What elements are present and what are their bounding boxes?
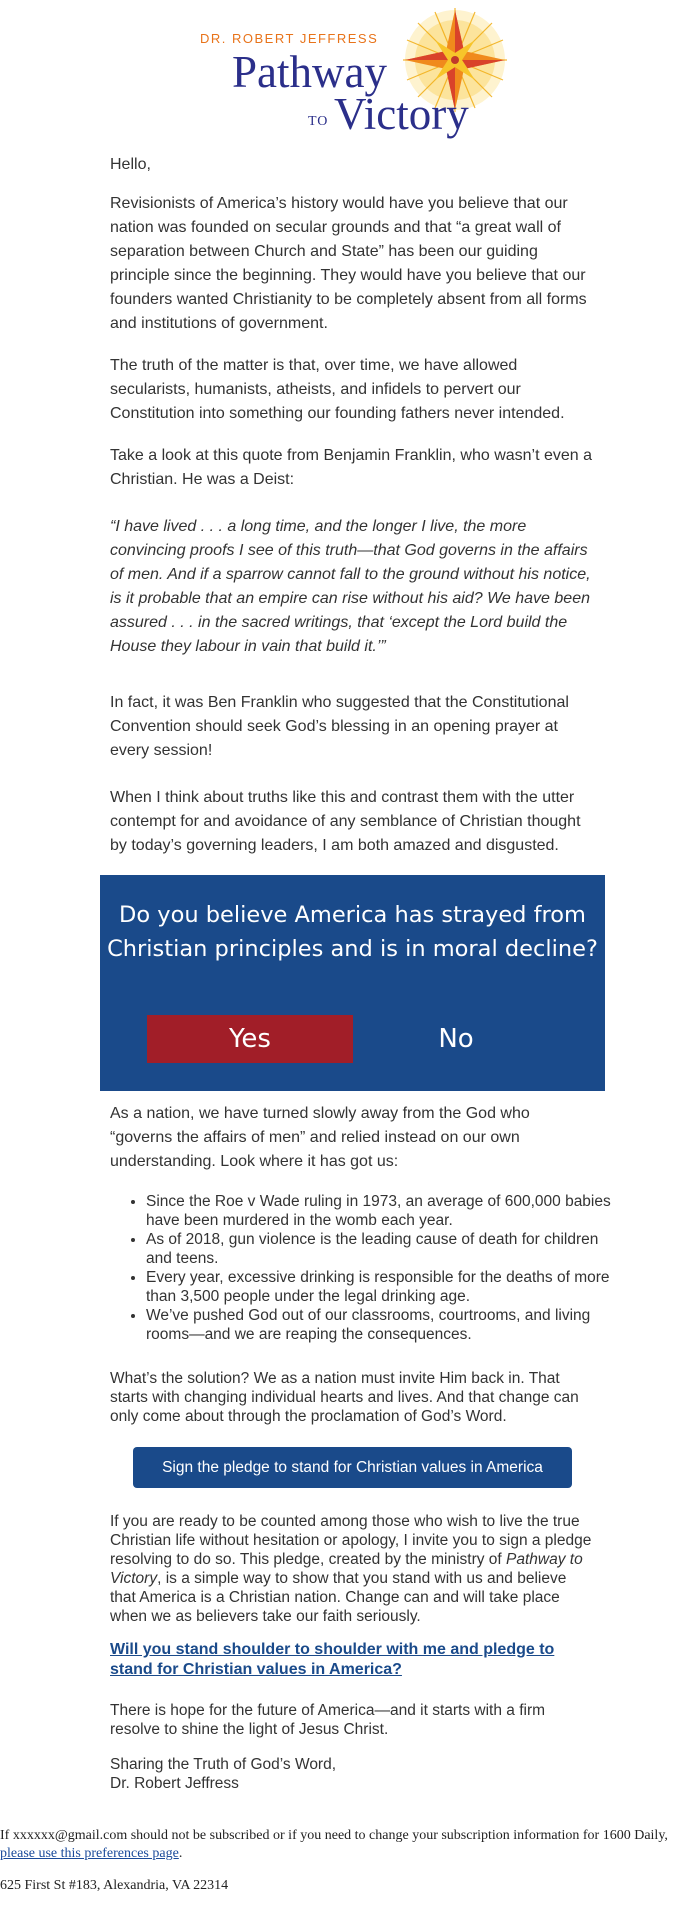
pathway-to-victory-logo	[200, 4, 510, 144]
sign-off	[110, 1755, 594, 1793]
signature: Dr. Robert Jeffress	[110, 1775, 239, 1792]
ministry-name: Pathway to Victory	[110, 1551, 583, 1587]
invite-text-start: If you are ready to be counted among those who wish to live the true Christian life without hesitation or apology, I invite you to sign a pledge resolving to do so. This pledge, created by the ministry of	[110, 1513, 592, 1568]
poll-yes-button[interactable]: Yes	[147, 1015, 353, 1063]
logo-word-victory: Victory	[334, 89, 469, 139]
poll-no-button[interactable]: No	[438, 1024, 474, 1054]
sign-pledge-button[interactable]: Sign the pledge to stand for Christian values in America	[133, 1447, 572, 1488]
paragraph-contempt	[110, 786, 594, 858]
logo-word-to: TO	[308, 114, 329, 129]
pledge-link[interactable]: Will you stand shoulder to shoulder with me and pledge to stand for Christian values in America?	[110, 1641, 555, 1678]
list-item: • Every year, excessive drinking is responsible for the deaths of more than 3,500 people under the legal drinking age.	[146, 1268, 616, 1306]
list-item: • We’ve pushed God out of our classrooms, courtrooms, and living rooms—and we are reaping the consequences.	[146, 1306, 616, 1344]
franklin-quote	[110, 515, 594, 659]
paragraph-franklin-intro	[110, 444, 594, 492]
logo-tagline: DR. ROBERT JEFFRESS	[200, 31, 379, 46]
paragraph-text: As a nation, we have turned slowly away from the God who “governs the affairs of men” and relied instead on our own understanding. Look where it has got us:	[110, 1105, 530, 1170]
unsubscribe-text: If xxxxxx@gmail.com should not be subscribed or if you need to change your subscription information for 1600 Daily,	[0, 1828, 668, 1843]
paragraph-text: Revisionists of America’s history would have you believe that our nation was founded on secular grounds and that “a great wall of separation between Church and State” has been our guiding principle since the beginning. They would have you believe that our founders wanted Christianity to be completely absent from all forms and institutions of government.	[110, 195, 587, 332]
poll-panel	[100, 875, 605, 1091]
paragraph-text	[110, 1512, 594, 1626]
paragraph-hope	[110, 1701, 594, 1739]
paragraph-invite	[110, 1512, 594, 1626]
mailing-address: 625 First St #183, Alexandria, VA 22314	[0, 1878, 229, 1893]
paragraph-revisionists	[110, 192, 594, 336]
paragraph-text: When I think about truths like this and contrast them with the utter contempt for and avoidance of any semblance of Christian thought by today’s governing leaders, I am both amazed and disgusted.	[110, 789, 581, 854]
paragraph-truth	[110, 354, 594, 426]
paragraph-text: There is hope for the future of America—and it starts with a firm resolve to shine the light of Jesus Christ.	[110, 1702, 546, 1738]
paragraph-convention	[110, 691, 594, 763]
paragraph-text: Take a look at this quote from Benjamin Franklin, who wasn’t even a Christian. He was a Deist:	[110, 447, 593, 488]
paragraph-solution	[110, 1369, 594, 1426]
paragraph-text: What’s the solution? We as a nation must invite Him back in. That starts with changing individual hearts and lives. And that change can only come about through the proclamation of God’s Word.	[110, 1370, 579, 1425]
closing-line: Sharing the Truth of God’s Word,	[110, 1756, 337, 1773]
paragraph-text: The truth of the matter is that, over time, we have allowed secularists, humanists, atheists, and infidels to pervert our Constitution into something our founding fathers never intended.	[110, 357, 565, 422]
letter-greeting-block	[110, 153, 594, 177]
logo-word-pathway: Pathway	[232, 47, 387, 97]
footer-address	[0, 1877, 700, 1895]
footer-unsubscribe	[0, 1827, 700, 1863]
poll-question: Do you believe America has strayed from Christian principles and is in moral decline?	[107, 902, 598, 962]
invite-text-end: , is a simple way to show that you stand with us and believe that America is a Christian nation. Change can and will take place when we as believers take our faith seriously.	[110, 1570, 567, 1625]
consequences-list	[128, 1192, 616, 1344]
list-item: • As of 2018, gun violence is the leading cause of death for children and teens.	[146, 1230, 616, 1268]
paragraph-turned-away	[110, 1102, 594, 1174]
quote-text: “I have lived . . . a long time, and the longer I live, the more convincing proofs I see of this truth—that God governs in the affairs of men. And if a sparrow cannot fall to the ground without his notice, is it probable that an empire can rise without his aid? We have been assured . . . in the sacred writings, that ‘except the Lord build the House they labour in vain that build it.’”	[110, 518, 591, 655]
greeting: Hello,	[110, 156, 151, 173]
paragraph-text: In fact, it was Ben Franklin who suggested that the Constitutional Convention should seek God’s blessing in an opening prayer at every session!	[110, 694, 569, 759]
footer-period: .	[178, 1846, 183, 1861]
preferences-link[interactable]: please use this preferences page	[0, 1846, 179, 1861]
list-item: • Since the Roe v Wade ruling in 1973, an average of 600,000 babies have been murdered in the womb each year.	[146, 1192, 616, 1230]
